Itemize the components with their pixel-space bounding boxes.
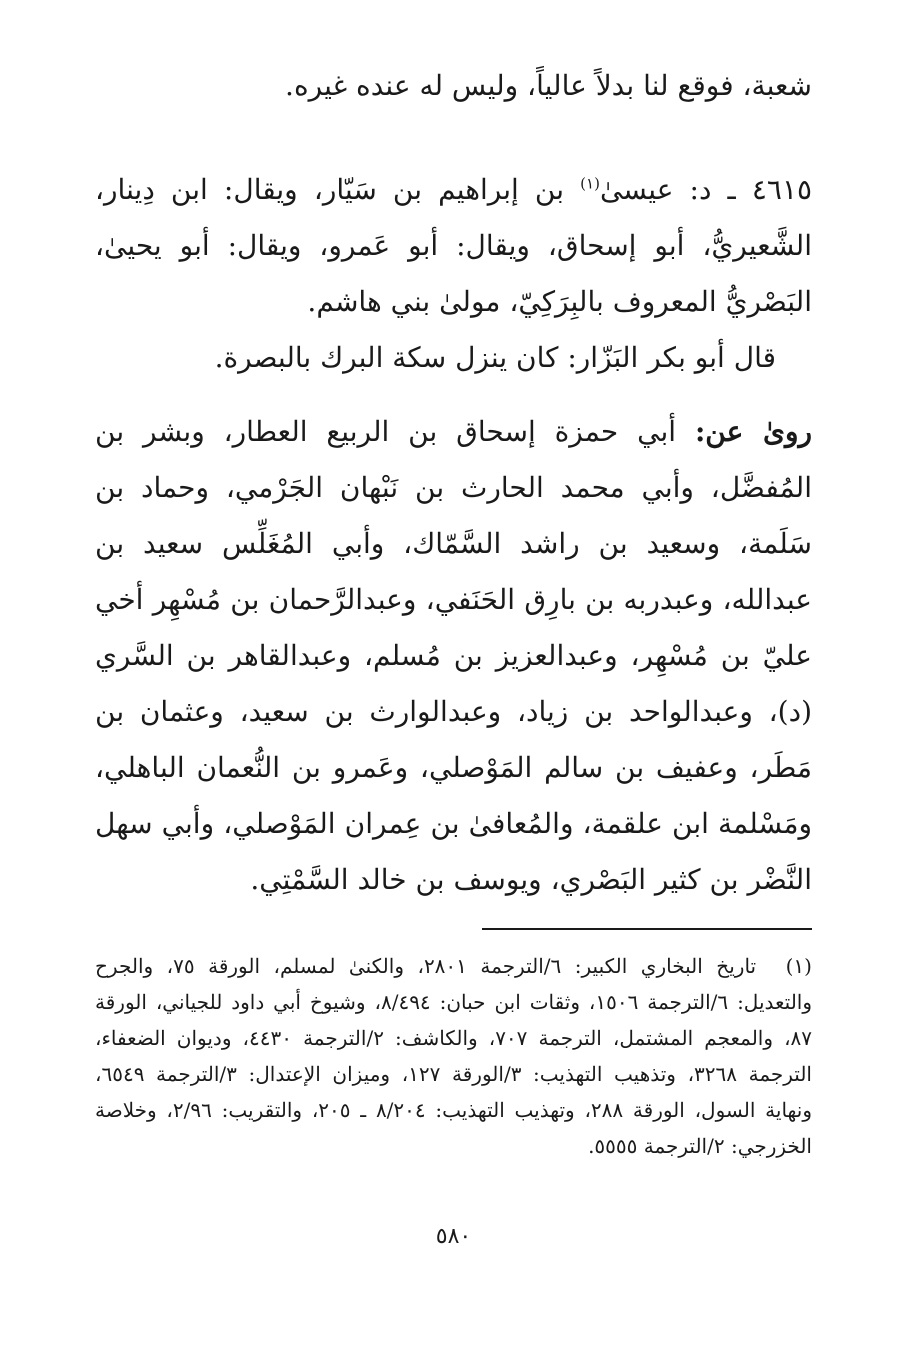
narrated-from-label: روىٰ عن: [694,415,812,448]
footnotes-block [95,948,812,1164]
bazzar-line: قال أبو بكر البَزّار: كان ينزل سكة البرك بالبصرة. [214,341,776,374]
footnote-1 [95,948,812,1164]
intro-paragraph [95,58,812,114]
footnote-text: تاريخ البخاري الكبير: ٦/الترجمة ٢٨٠١، والكنىٰ لمسلم، الورقة ٧٥، والجرح والتعديل: ٦/الترجمة ١٥٠٦، وثقات ابن حبان: ٨/٤٩٤، وشيوخ أبي داود للجياني، الورقة ٨٧، والمعجم المشتمل، الترجمة ٧٠٧، والكاشف: ٢/الترجمة ٤٤٣٠، وديوان الضعفاء، الترجمة ٣٢٦٨، وتذهيب التهذيب: ٣/الورقة ١٢٧، وميزان الإعتدال: ٣/الترجمة ٦٥٤٩، ونهاية السول، الورقة ٢٨٨، وتهذيب التهذيب: ٨/٢٠٤ ـ ٢٠٥، والتقريب: ٢/٩٦، وخلاصة الخزرجي: ٢/الترجمة ٥٥٥٥. [95,954,813,1158]
narrated-from-text: أبي حمزة إسحاق بن الربيع العطار، وبشر بن المُفضَّل، وأبي محمد الحارث بن نَبْهان الجَرْمي، وحماد بن سَلَمة، وسعيد بن راشد السَّمّاك، وأبي المُغَلِّس سعيد بن عبدالله، وعبدربه بن بارِق الحَنَفي، وعبدالرَّحمان بن مُسْهِر أخي عليّ بن مُسْهِر، وعبدالعزيز بن مُسلم، وعبدالقاهر بن السَّري (د)، وعبدالواحد بن زياد، وعبدالوارث بن سعيد، وعثمان بن مَطَر، وعفيف بن سالم المَوْصلي، وعَمرو بن النُّعمان الباهلي، ومَسْلمة ابن علقمة، والمُعافىٰ بن عِمران المَوْصلي، وأبي سهل النَّضْر بن كثير البَصْري، ويوسف بن خالد السَّمْتِي. [95,415,812,896]
entry-number: ٤٦١٥ ـ د: عيسىٰ [599,173,813,206]
entry-text: بن إبراهيم بن سَيّار، ويقال: ابن دِينار، الشَّعيريُّ، أبو إسحاق، ويقال: أبو عَمرو، ويقال: أبو يحيىٰ، البَصْريُّ المعروف بالبِرَكِيّ، مولىٰ بني هاشم. [95,173,812,318]
entry-paragraph [95,162,812,330]
main-text-block [95,58,812,908]
bazzar-paragraph [95,330,812,386]
narrated-from-paragraph [95,404,812,908]
footnote-reference: (١) [580,174,600,193]
intro-line: شعبة، فوقع لنا بدلاً عالياً، وليس له عنده غيره. [285,69,812,102]
footnote-marker: (١) [785,954,812,978]
footnote-divider [482,928,812,930]
page-number: ٥٨٠ [435,1224,472,1249]
